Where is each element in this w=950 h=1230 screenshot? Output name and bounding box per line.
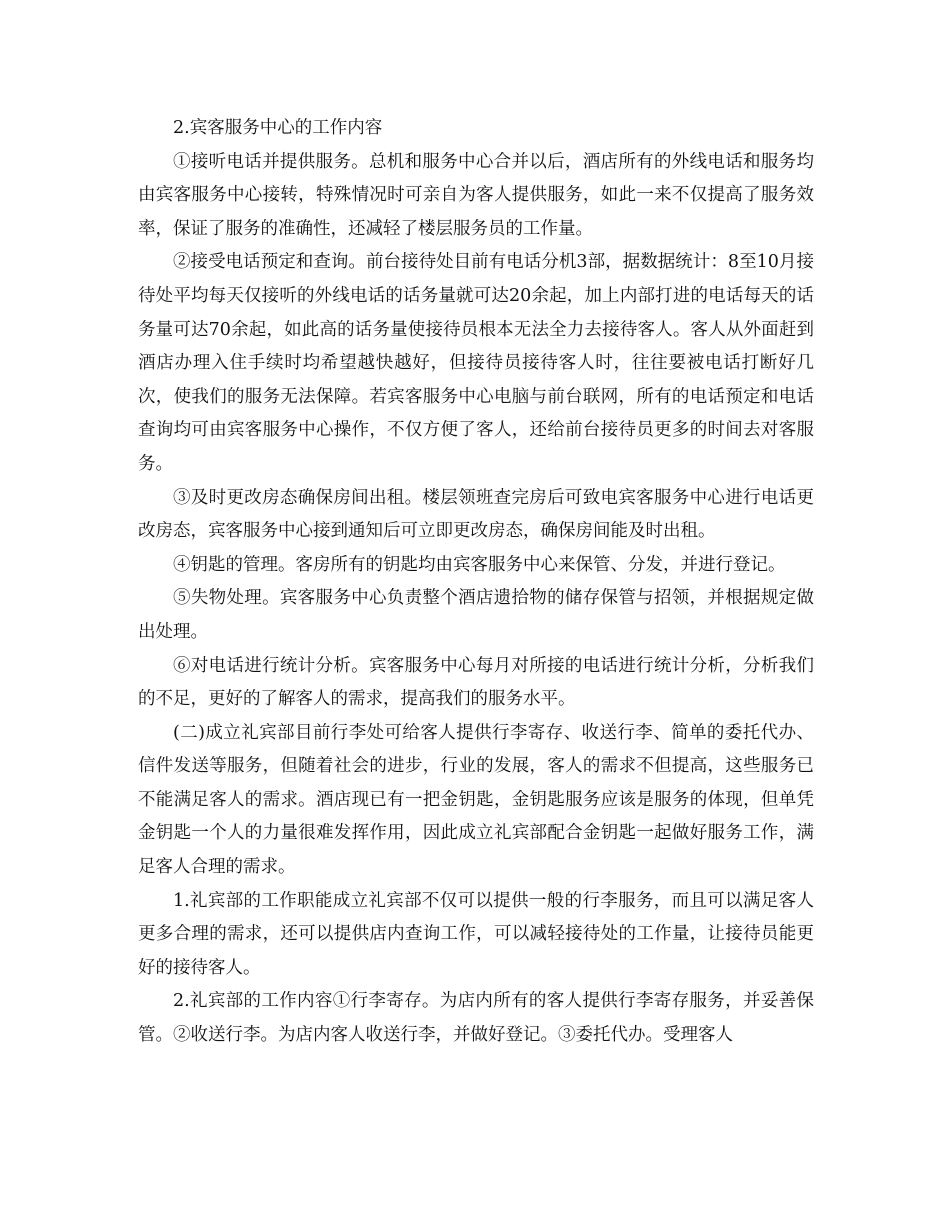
section-heading-work-content: 2.宾客服务中心的工作内容 <box>173 118 383 138</box>
document-page <box>138 112 814 1053</box>
paragraph-concierge-function: 1.礼宾部的工作职能成立礼宾部不仅可以提供一般的行李服务，而且可以满足客人更多合理的需求，还可以提供店内查询工作，可以减轻接待处的工作量，让接待员能更好的接待客人。 <box>138 890 814 978</box>
paragraph-answer-phone: ①接听电话并提供服务。总机和服务中心合并以后，酒店所有的外线电话和服务均由宾客服务中心接转，特殊情况时可亲自为客人提供服务，如此一来不仅提高了服务效率，保证了服务的准确性，还减轻了楼层服务员的工作量。 <box>138 151 814 239</box>
paragraph-phone-booking: ②接受电话预定和查询。前台接待处目前有电话分机3部，据数据统计：8至10月接待处平均每天仅接听的外线电话的话务量就可达20余起，加上内部打进的电话每天的话务量可达70余起，如此高的话务量使接待员根本无法全力去接待客人。客人从外面赶到酒店办理入住手续时均希望越快越好，但接待员接待客人时，往往要被电话打断好几次，使我们的服务无法保障。若宾客服务中心电脑与前台联网，所有的电话预定和电话查询均可由宾客服务中心操作，不仅方便了客人，还给前台接待员更多的时间去对客服务。 <box>138 252 814 474</box>
paragraph-room-status: ③及时更改房态确保房间出租。楼层领班查完房后可致电宾客服务中心进行电话更改房态，宾客服务中心接到通知后可立即更改房态，确保房间能及时出租。 <box>138 487 814 542</box>
paragraph-key-management: ④钥匙的管理。客房所有的钥匙均由宾客服务中心来保管、分发，并进行登记。 <box>173 554 786 575</box>
paragraph-concierge-setup: (二)成立礼宾部目前行李处可给客人提供行李寄存、收送行李、简单的委托代办、信件发送等服务，但随着社会的进步，行业的发展，客人的需求不但提高，这些服务已不能满足客人的需求。酒店现已有一把金钥匙，金钥匙服务应该是服务的体现，但单凭金钥匙一个人的力量很难发挥作用，因此成立礼宾部配合金钥匙一起做好服务工作，满足客人合理的需求。 <box>138 722 814 878</box>
paragraph-lost-found: ⑤失物处理。宾客服务中心负责整个酒店遗拾物的储存保管与招领，并根据规定做出处理。 <box>138 588 814 642</box>
paragraph-call-statistics: ⑥对电话进行统计分析。宾客服务中心每月对所接的电话进行统计分析，分析我们的不足，更好的了解客人的需求，提高我们的服务水平。 <box>138 655 814 710</box>
paragraph-concierge-content: 2.礼宾部的工作内容①行李寄存。为店内所有的客人提供行李寄存服务，并妥善保管。②收送行李。为店内客人收送行李，并做好登记。③委托代办。受理客人 <box>138 991 814 1046</box>
